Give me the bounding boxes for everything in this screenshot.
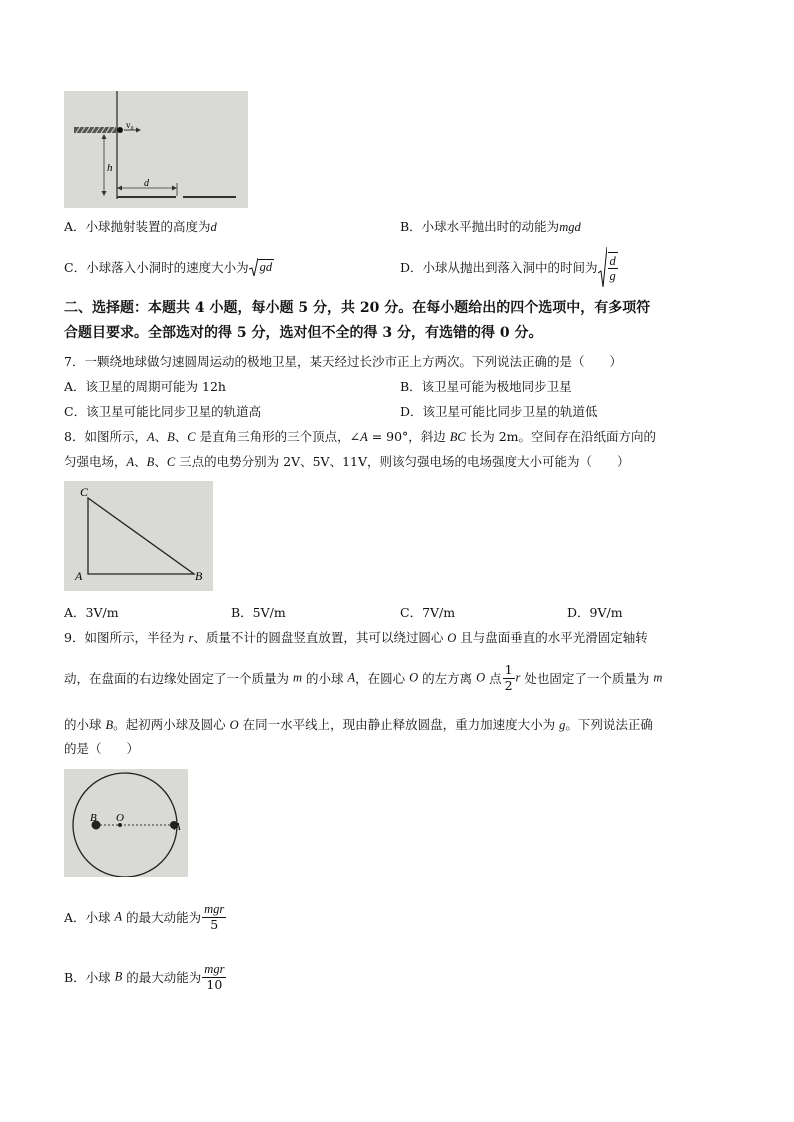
q9-stem-line1: 9．如图所示，半径为 r、质量不计的圆盘竖直放置，其可以绕过圆心 O 且与盘面垂直的水平光滑固定轴转 [64,630,648,645]
triangle-figure [64,481,213,591]
disk-figure [64,769,188,877]
disk-diagram [64,769,188,877]
center-o-label: O [116,812,124,824]
projectile-figure [64,91,248,208]
q9-stem-line2: 动，在盘面的右边缘处固定了一个质量为 m 的小球 A，在圆心 O 的左方离 O 点 $\frac{1}{2}$ r 处也固定了一个质量为 m [64,662,663,693]
q8-option-b: B．5V/m [231,605,286,620]
half-fraction: $\frac{1}{2}$ [504,662,513,693]
q7-option-d: D．该卫星可能比同步卫星的轨道低 [400,404,598,419]
projectile-diagram [64,91,248,208]
vertex-c-label: C [80,485,89,499]
vertex-b-label: B [195,569,203,583]
q8-stem-line1: 8．如图所示，A、B、C 是直角三角形的三个顶点，∠A = 90°，斜边 BC 长为 2m。空间存在沿纸面方向的 [64,429,657,444]
ball-b-label: B [90,812,97,824]
d-label: d [144,178,149,189]
section2-line1: 二、选择题：本题共 4 小题，每小题 5 分，共 20 分。在每小题给出的四个选项中，有多项符 [64,300,651,316]
q9-stem-line4: 的是（ ） [64,741,140,756]
section2-line2: 合题目要求。全部选对的得 5 分，选对但不全的得 3 分，有选错的得 0 分。 [64,325,543,341]
q7-option-b: B．该卫星可能为极地同步卫星 [400,379,572,394]
q8-option-c: C．7V/m [400,605,456,620]
triangle-diagram [64,481,213,591]
q6-option-d: D．小球从抛出到落入洞中的时间为 $\frac{d}{g}$ [400,246,619,288]
mgr-over-10: $\frac{\text{mgr}}{10}$ [204,962,225,992]
mgr-over-5: $\frac{\text{mgr}}{5}$ [204,902,225,932]
v0-label: v₀ [126,120,134,130]
sqrt-gd: gd [249,257,275,277]
ball-a-label: A [174,821,181,833]
q6-option-c: C．小球落入小洞时的速度大小为 gd [64,257,274,277]
q6-option-b: B．小球水平抛出时的动能为mgd [400,219,581,234]
q7-option-c: C．该卫星可能比同步卫星的轨道高 [64,404,262,419]
q7-stem: 7．一颗绕地球做匀速圆周运动的极地卫星，某天经过长沙市正上方两次。下列说法正确的是（ ） [64,354,622,369]
q9-option-a: A．小球 A 的最大动能为 $\frac{\text{mgr}}{5}$ [64,902,225,932]
q8-option-a: A．3V/m [64,605,119,620]
h-label: h [107,162,113,174]
sqrt-d-over-g: $\frac{d}{g}$ [609,253,616,283]
q9-stem-line3: 的小球 B。起初两小球及圆心 O 在同一水平线上，现由静止释放圆盘，重力加速度大小为 g。下列说法正确 [64,717,653,732]
q9-option-b: B．小球 B 的最大动能为 $\frac{\text{mgr}}{10}$ [64,962,225,992]
vertex-a-label: A [75,569,83,583]
q8-option-d: D．9V/m [567,605,623,620]
q7-option-a: A．该卫星的周期可能为 12h [64,379,226,394]
q8-stem-line2: 匀强电场，A、B、C 三点的电势分别为 2V、5V、11V，则该匀强电场的电场强度大小可能为（ ） [64,454,630,469]
q6-option-a: A．小球抛射装置的高度为d [64,219,217,234]
